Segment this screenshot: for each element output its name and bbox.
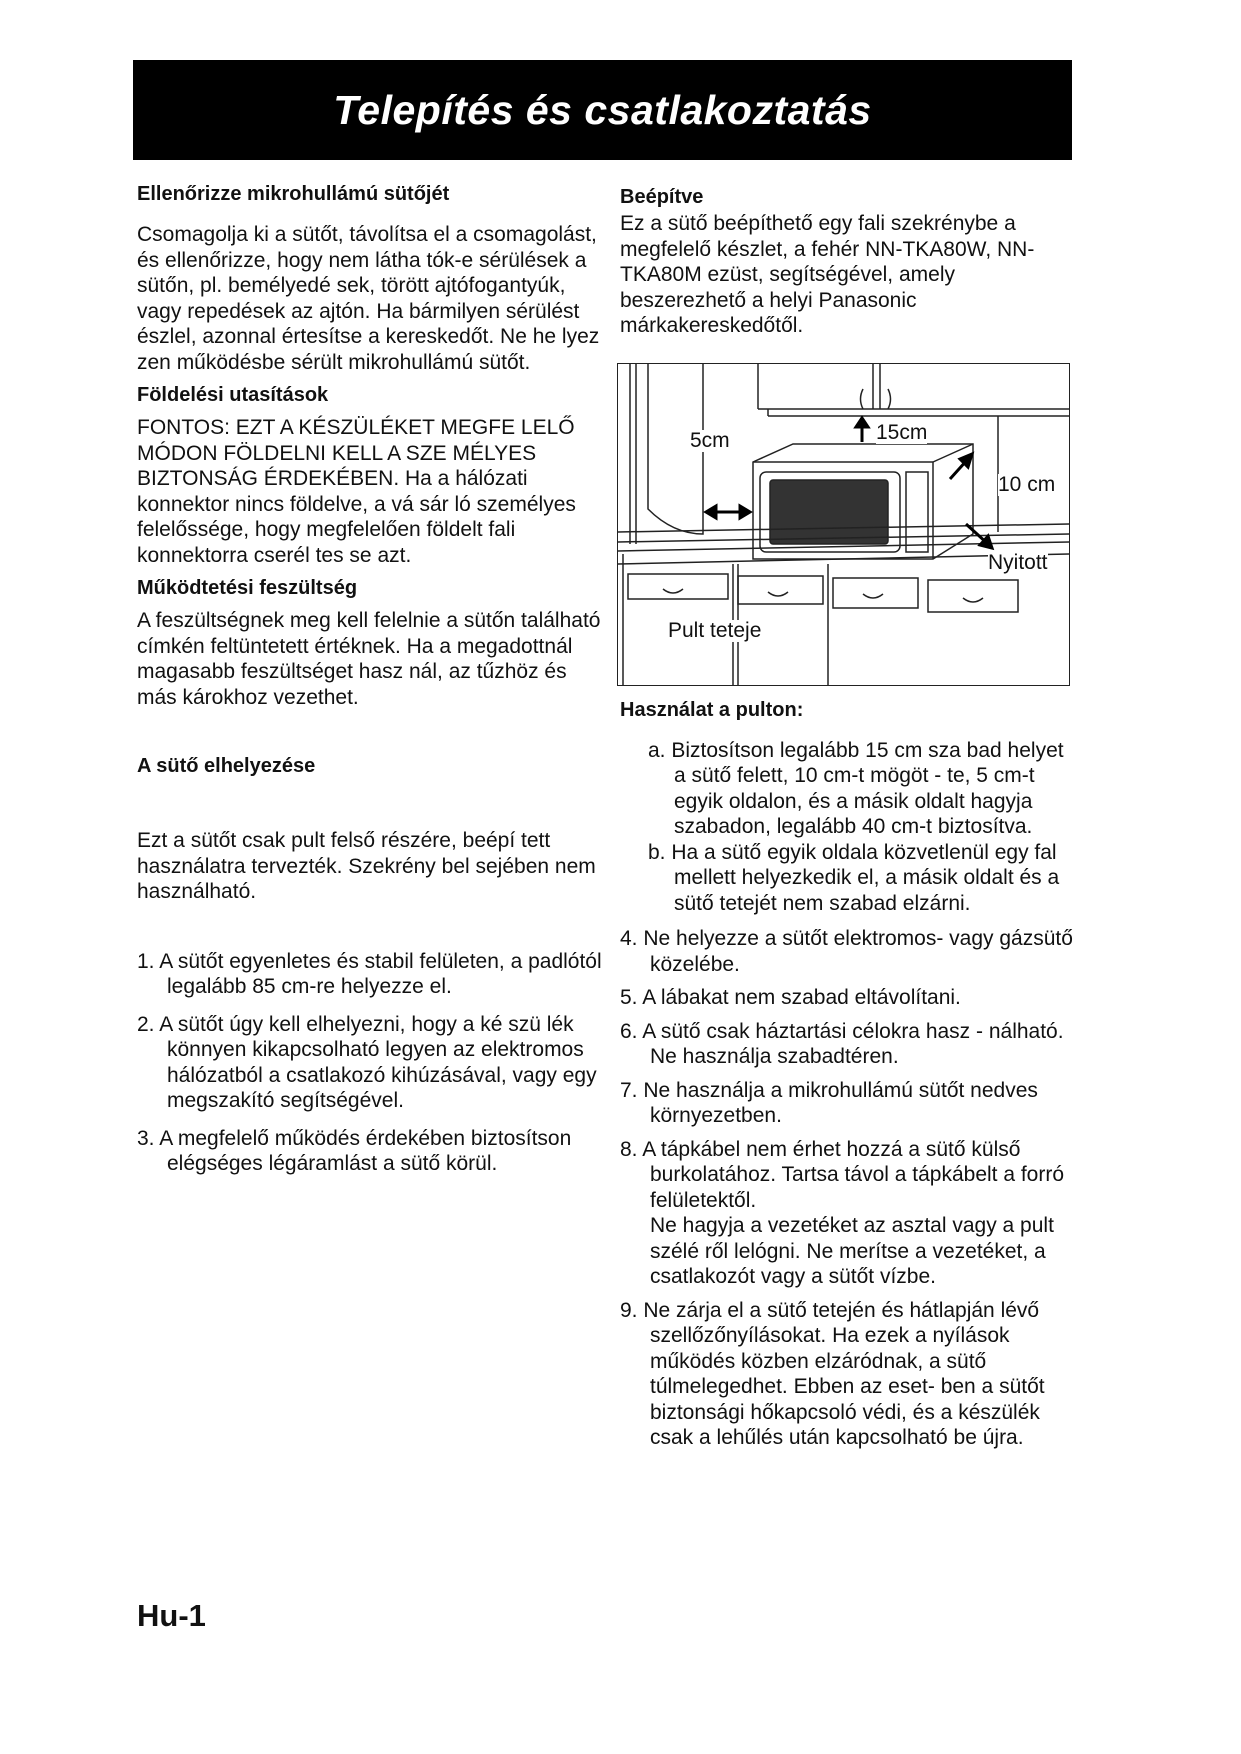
list-item: 1. A sütőt egyenletes és stabil felületen, a padlótól legalább 85 cm-re helyezze el.	[137, 949, 602, 998]
heading-placement: A sütő elhelyezése	[137, 755, 316, 777]
title-banner	[133, 60, 1072, 160]
heading-check-oven: Ellenőrizze mikrohullámú sütőjét	[137, 183, 450, 205]
heading-grounding: Földelési utasítások	[137, 384, 329, 406]
left-column	[137, 182, 607, 1177]
list-item: 8. A tápkábel nem érhet hozzá a sütő külső burkolatához. Tartsa távol a tápkábelt a forró felületektől.	[620, 1137, 1065, 1212]
heading-voltage: Működtetési feszültség	[137, 577, 358, 599]
text-placement: Ezt a sütőt csak pult felső részére, beépí tett használatra tervezték. Szekrény bel sejében nem használható.	[137, 829, 596, 903]
list-item: b. Ha a sütő egyik oldala közvetlenül egy fal mellett helyezkedik el, a másik oldalt és a sütő tetejét nem szabad elzárni.	[648, 840, 1060, 915]
list-item: 3. A megfelelő működés érdekében biztosítson elégséges légáramlást a sütő körül.	[137, 1126, 572, 1175]
placement-list	[137, 949, 607, 1177]
heading-built-in: Beépítve	[620, 186, 704, 208]
text-built-in: Ez a sütő beépíthető egy fali szekrénybe a megfelelő készlet, a fehér NN-TKA80W, NN-TKA80M ezüst, segítségével, amely beszerezhető a helyi Panasonic márkakereskedőtől.	[620, 212, 1035, 337]
text-voltage: A feszültségnek meg kell felelnie a sütőn található címkén feltüntetett értéknek. Ha a megadottnál magasabb feszültséget hasz nál, az tűzhöz és más károkhoz vezethet.	[137, 609, 601, 709]
list-item: 6. A sütő csak háztartási célokra hasz - nálható. Ne használja szabadtéren.	[620, 1019, 1064, 1068]
list-item: a. Biztosítson legalább 15 cm sza bad helyet a sütő felett, 10 cm-t mögöt - te, 5 cm-t egyik oldalon, és a másik oldalt hagyja szabadon, legalább 40 cm-t biztosítva.	[648, 738, 1064, 838]
installation-diagram	[617, 363, 1070, 686]
list-item: Ne hagyja a vezetéket az asztal vagy a pult szélé ről lelógni. Ne merítse a vezetéket, a csatlakozót vagy a sütőt vízbe.	[650, 1214, 1054, 1288]
usage-list	[620, 926, 1080, 1451]
page-number: Hu-1	[137, 1598, 206, 1633]
heading-countertop-use: Használat a pulton:	[620, 698, 804, 721]
list-item: 4. Ne helyezze a sütőt elektromos- vagy gázsütő közelébe.	[620, 927, 1073, 976]
right-column	[620, 185, 1080, 1451]
text-check-oven: Csomagolja ki a sütőt, távolítsa el a csomagolást, és ellenőrizze, hogy nem látha tók-e sérülések a sütőn, pl. bemélyedé sek, törött ajtófogantyúk, vagy repedések az ajtón. Ha bármilyen sérülést észlel, azonnal értesítse a kereskedőt. Ne he lyez zen működésbe sérült mikrohullámú sütőt.	[137, 223, 600, 374]
list-item: 7. Ne használja a mikrohullámú sütőt nedves környezetben.	[620, 1078, 1038, 1127]
label-open: Nyitott	[988, 550, 1048, 574]
page-title: Telepítés és csatlakoztatás	[333, 86, 872, 133]
list-item: 2. A sütőt úgy kell elhelyezni, hogy a ké szü lék könnyen kikapcsolható legyen az elektromos hálózatból a csatlakozó kihúzásával, vagy egy megszakító segítségével.	[137, 1012, 597, 1112]
list-item: 5. A lábakat nem szabad eltávolítani.	[620, 986, 961, 1009]
label-15cm: 15cm	[876, 420, 928, 444]
label-10cm: 10 cm	[998, 472, 1056, 496]
label-5cm: 5cm	[690, 428, 730, 452]
list-item: 9. Ne zárja el a sütő tetején és hátlapján lévő szellőzőnyílásokat. Ha ezek a nyílások működés közben elzáródnak, a sütő túlmelegedhet. Ebben az eset- ben a sütőt biztonsági hőkapcsoló védi, és a készülék csak a lehűlés után kapcsolható be újra.	[620, 1298, 1045, 1449]
label-counter-top: Pult teteje	[668, 618, 762, 642]
text-grounding: FONTOS: EZT A KÉSZÜLÉKET MEGFE LELŐ MÓDON FÖLDELNI KELL A SZE MÉLYES BIZTONSÁG ÉRDEKÉBEN. Ha a hálózati konnektor nincs földelve, a vá sár ló személyes felelőssége, hogy megfelelően földelt fali konnektorra cserél tes se azt.	[137, 416, 576, 567]
countertop-sublist	[648, 738, 1080, 917]
